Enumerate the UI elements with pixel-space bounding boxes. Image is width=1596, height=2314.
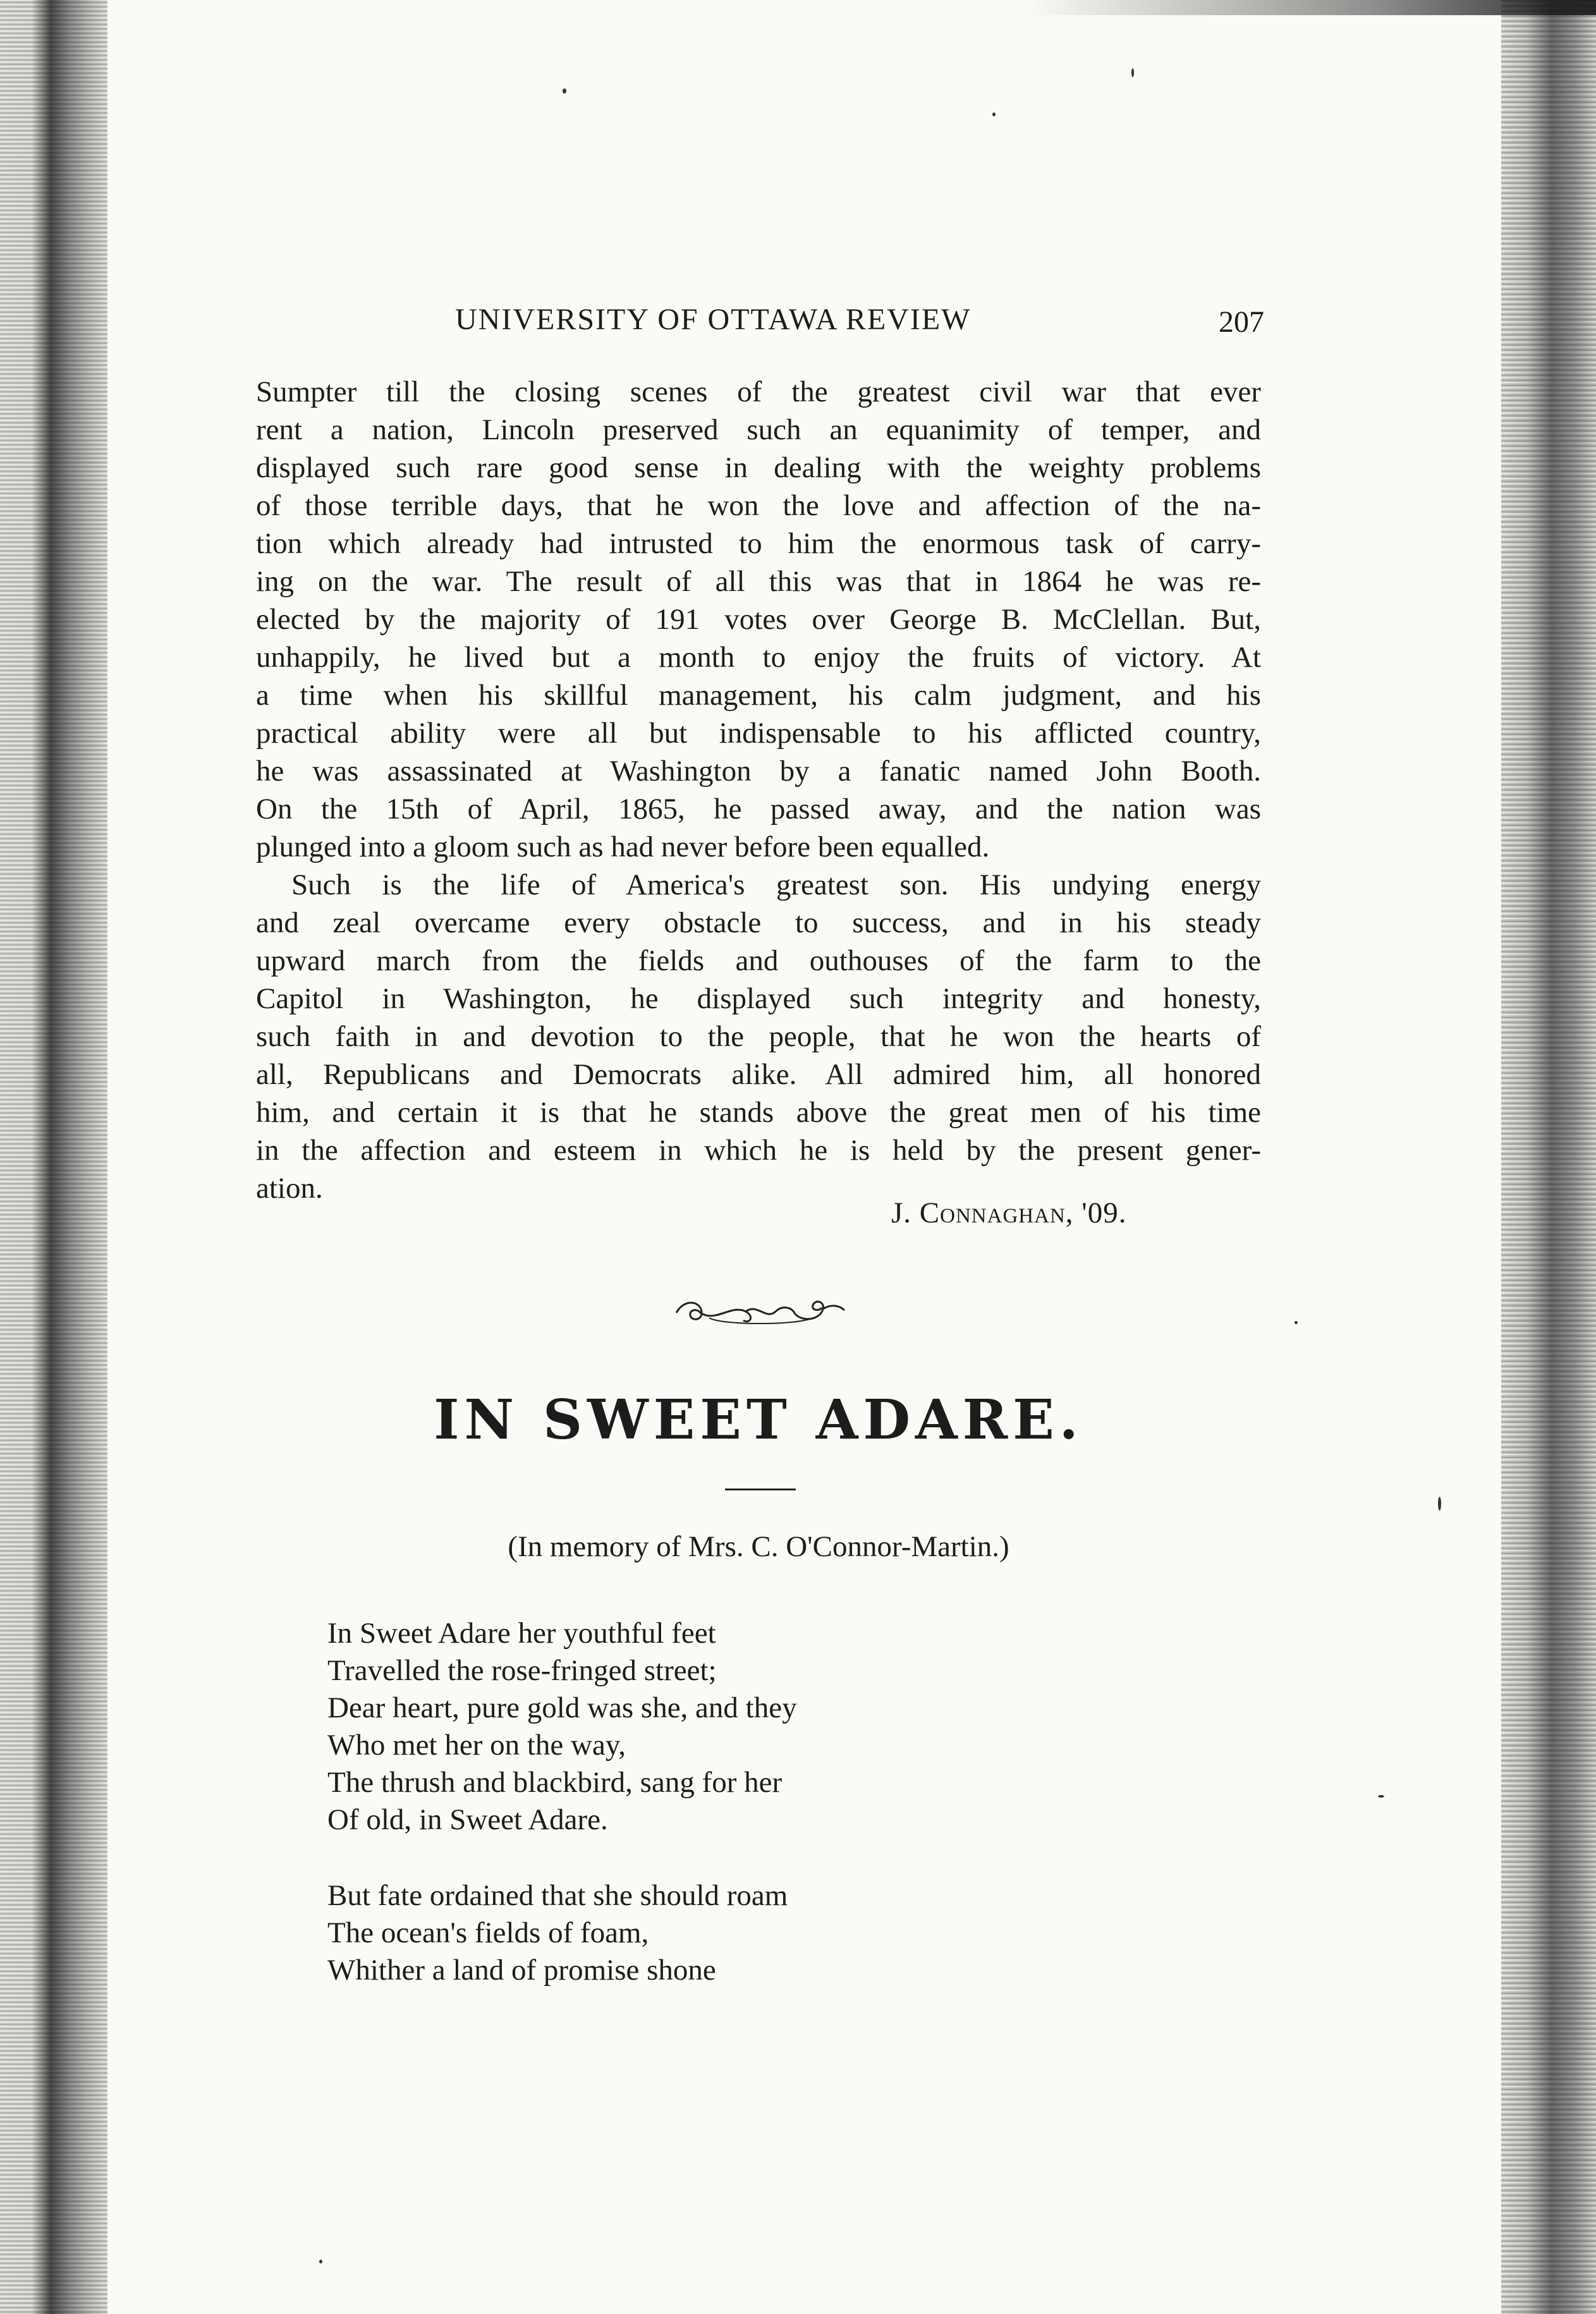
- essay-paragraph-2: [256, 866, 1261, 1207]
- title-divider: [725, 1489, 796, 1490]
- scan-speck: [1378, 1795, 1384, 1798]
- text-line: elected by the majority of 191 votes over George B. McClellan. But,: [256, 603, 1261, 636]
- text-line: tion which already had intrusted to him the enormous task of carry-: [256, 527, 1261, 560]
- verse-line: Of old, in Sweet Adare.: [327, 1803, 608, 1836]
- scan-speck: [1294, 1321, 1298, 1324]
- text-line: upward march from the fields and outhouses of the farm to the: [256, 944, 1261, 977]
- page-number: 207: [1219, 305, 1264, 339]
- text-line: a time when his skillful management, his calm judgment, and his: [256, 679, 1261, 712]
- text-line: ation.: [256, 1172, 323, 1205]
- text-line: him, and certain it is that he stands above the great men of his time: [256, 1096, 1261, 1129]
- scan-speck: [992, 113, 996, 116]
- essay-paragraph-1: [256, 373, 1261, 866]
- scan-edge-top: [1027, 0, 1596, 15]
- verse-line: The thrush and blackbird, sang for her: [327, 1766, 783, 1799]
- text-line: Such is the life of America's greatest son. His undying energy: [291, 868, 1261, 901]
- poem-stanza-1: [327, 1615, 797, 1839]
- verse-line: The ocean's fields of foam,: [327, 1916, 649, 1949]
- scan-speck: [319, 2260, 322, 2263]
- author-signature: J. Connaghan, '09.: [891, 1197, 1127, 1229]
- text-line: and zeal overcame every obstacle to success, and in his steady: [256, 906, 1261, 939]
- scan-edge-left: [0, 0, 107, 2314]
- verse-line: But fate ordained that she should roam: [327, 1879, 788, 1912]
- text-line: unhappily, he lived but a month to enjoy the fruits of victory. At: [256, 641, 1261, 674]
- verse-line: Travelled the rose-fringed street;: [327, 1654, 717, 1687]
- decorative-flourish: [671, 1293, 850, 1331]
- text-line: practical ability were all but indispensable to his afflicted country,: [256, 717, 1261, 750]
- scan-speck: [1438, 1497, 1441, 1511]
- poem-stanza-2: [327, 1877, 788, 1989]
- verse-line: Dear heart, pure gold was she, and they: [327, 1691, 797, 1724]
- poem-title: IN SWEET ADARE.: [434, 1388, 1083, 1452]
- text-line: rent a nation, Lincoln preserved such an equanimity of temper, and: [256, 413, 1261, 446]
- running-header: [253, 302, 1264, 346]
- text-line: On the 15th of April, 1865, he passed away, and the nation was: [256, 793, 1261, 825]
- scan-edge-right: [1501, 0, 1596, 2314]
- text-line: Capitol in Washington, he displayed such integrity and honesty,: [256, 982, 1261, 1015]
- verse-line: In Sweet Adare her youthful feet: [327, 1617, 716, 1650]
- text-line: such faith in and devotion to the people, that he won the hearts of: [256, 1020, 1261, 1053]
- verse-line: Who met her on the way,: [327, 1729, 626, 1762]
- journal-title: UNIVERSITY OF OTTAWA REVIEW: [455, 303, 972, 336]
- text-line: displayed such rare good sense in dealing with the weighty problems: [256, 451, 1261, 484]
- text-line: plunged into a gloom such as had never before been equalled.: [256, 831, 990, 863]
- text-line: in the affection and esteem in which he is held by the present gener-: [256, 1134, 1261, 1167]
- verse-line: Whither a land of promise shone: [327, 1954, 716, 1987]
- scan-speck: [563, 88, 566, 94]
- text-line: he was assassinated at Washington by a fanatic named John Booth.: [256, 755, 1261, 788]
- text-line: Sumpter till the closing scenes of the greatest civil war that ever: [256, 375, 1261, 408]
- text-line: all, Republicans and Democrats alike. All admired him, all honored: [256, 1058, 1261, 1091]
- scan-speck: [1131, 68, 1134, 77]
- text-line: of those terrible days, that he won the love and affection of the na-: [256, 489, 1261, 522]
- poem-dedication: (In memory of Mrs. C. O'Connor-Martin.): [508, 1530, 1009, 1563]
- text-line: ing on the war. The result of all this was that in 1864 he was re-: [256, 565, 1261, 598]
